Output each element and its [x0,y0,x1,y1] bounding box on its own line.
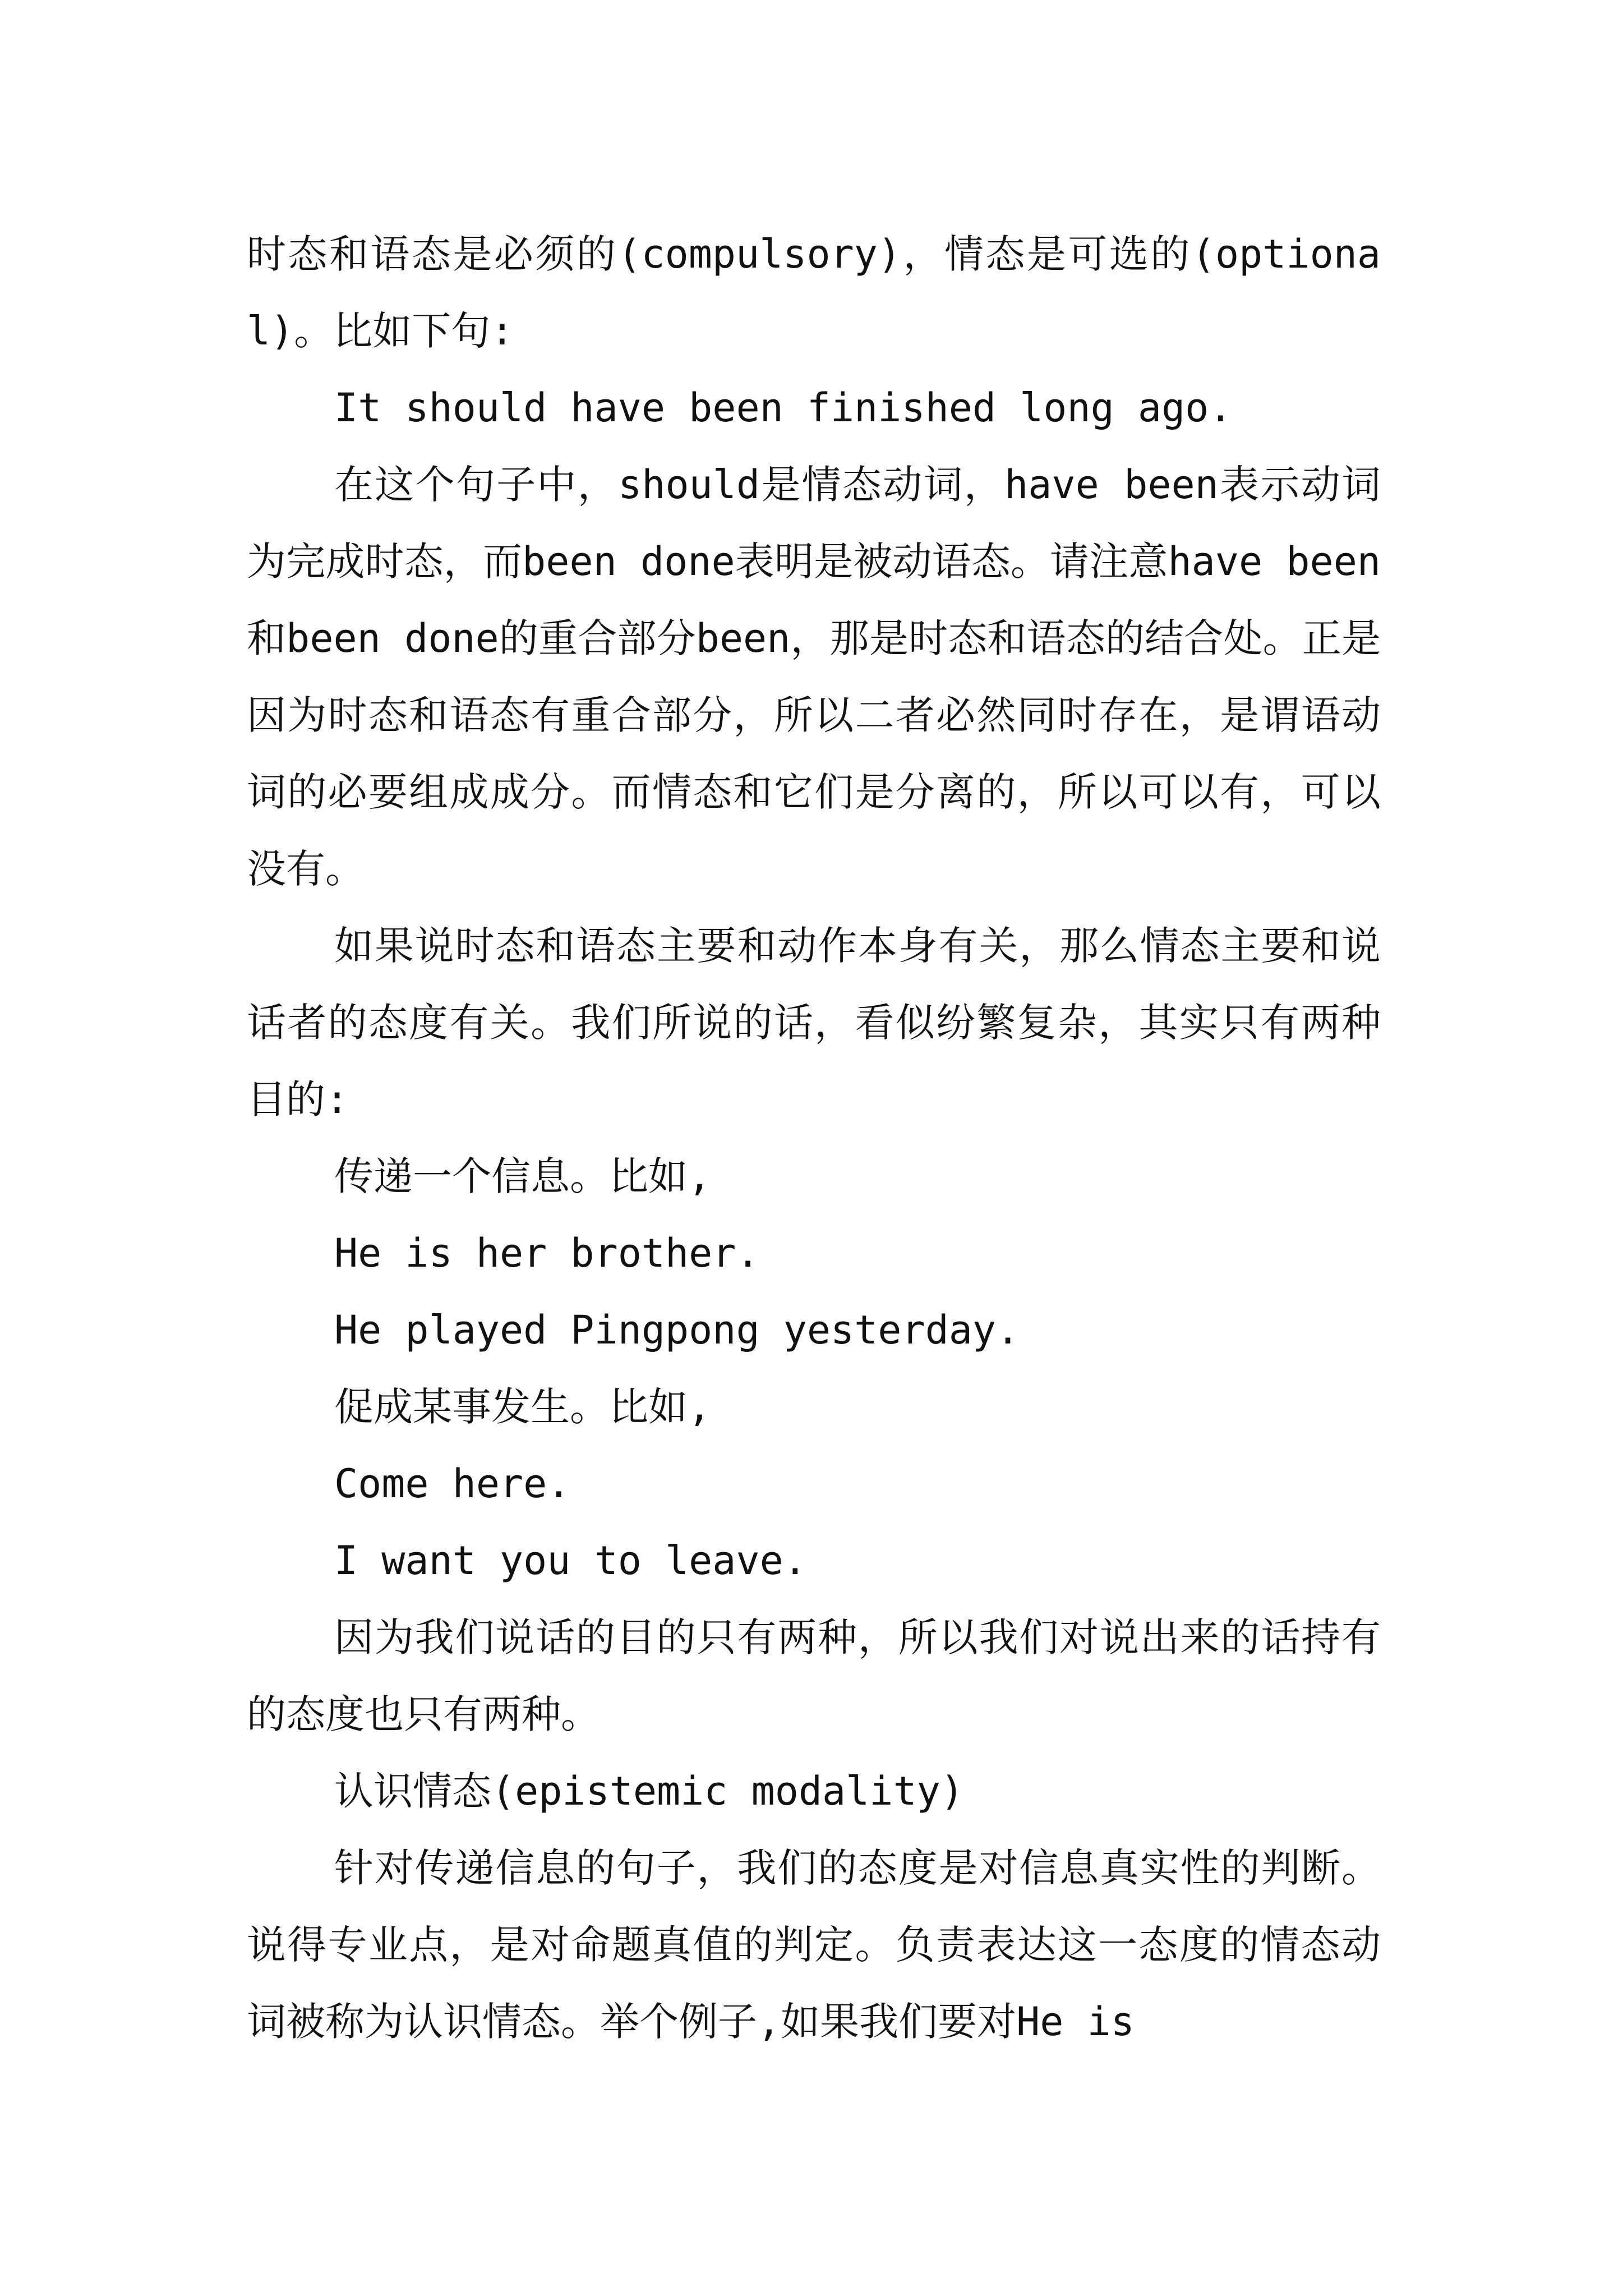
paragraph-speaker-attitude: 如果说时态和语态主要和动作本身有关，那么情态主要和说话者的态度有关。我们所说的话，看似纷繁复杂，其实只有两种目的: [247,923,1381,1122]
list-item-convey-information: 传递一个信息。比如, [334,1153,712,1199]
paragraph-two-attitudes: 因为我们说话的目的只有两种，所以我们对说出来的话持有的态度也只有两种。 [247,1614,1381,1737]
list-item-make-happen: 促成某事发生。比如, [334,1384,712,1430]
example-sentence: He played Pingpong yesterday. [334,1307,1020,1353]
example-sentence: It should have been finished long ago. [334,385,1233,431]
example-sentence: Come here. [334,1461,571,1507]
section-heading-epistemic-modality: 认识情态(epistemic modality) [334,1768,964,1814]
example-sentence: He is her brother. [334,1230,760,1276]
document-body [247,216,1381,2060]
example-sentence: I want you to leave. [334,1538,807,1584]
paragraph-tense-voice-intro: 时态和语态是必须的(compulsory)，情态是可选的(optional)。比如下句: [247,231,1381,354]
paragraph-epistemic-definition: 针对传递信息的句子，我们的态度是对信息真实性的判断。说得专业点，是对命题真值的判定。负责表达这一态度的情态动词被称为认识情态。举个例子,如果我们要对He is [247,1845,1381,2045]
paragraph-sentence-analysis: 在这个句子中，should是情态动词，have been表示动词为完成时态，而been done表明是被动语态。请注意have been和been done的重合部分been，那是时态和语态的结合处。正是因为时态和语态有重合部分，所以二者必然同时存在，是谓语动词的必要组成成分。而情态和它们是分离的，所以可以有，可以没有。 [247,462,1381,892]
